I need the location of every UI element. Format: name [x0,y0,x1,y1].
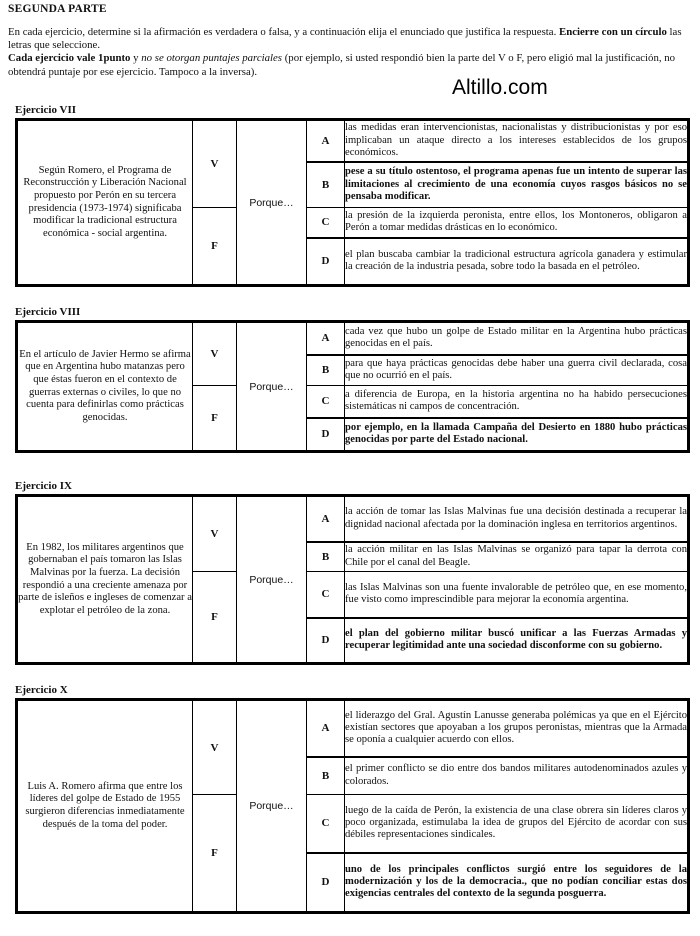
exercise-title: Ejercicio VII [15,104,76,116]
instructions [8,26,694,79]
instructions-line2-end: (por ejemplo, si usted respondió bien la parte del V o F, pero eligió mal la justificación, no obtendrá puntaje por ese ejercicio. Tampoco a la inversa). [8,52,676,78]
exercise-statement: En el artículo de Javier Hermo se afirma que en Argentina hubo matanzas pero que éstas fueron en el contexto de guerras externas o civiles, lo que no cuenta para definirlas como prácticas genocidas. [17,322,193,452]
exercise-table [15,320,690,453]
option-letter-c[interactable]: C [307,572,345,618]
option-letter-c[interactable]: C [307,795,345,853]
option-text-a: cada vez que hubo un golpe de Estado militar en la Argentina hubo prácticas genocidas en el país. [345,322,689,355]
instructions-circle-emphasis: Encierre con un círculo [559,26,667,38]
section-title: SEGUNDA PARTE [8,3,107,15]
exercise-table [15,118,690,287]
option-letter-b[interactable]: B [307,757,345,795]
porque-label: Porque… [237,322,307,452]
option-letter-b[interactable]: B [307,542,345,572]
instructions-no-partial: no se otorgan puntajes parciales [141,52,282,65]
true-option[interactable]: V [193,496,237,572]
exercise-title: Ejercicio X [15,684,68,696]
option-text-c: luego de la caída de Perón, la existencia de una clase obrera sin líderes claros y poco organizada, estimulaba la idea de grupos del Ejército de acordar con sus débiles representaciones sindicales. [345,795,689,853]
false-option[interactable]: F [193,386,237,452]
true-option[interactable]: V [193,322,237,386]
true-option[interactable]: V [193,700,237,795]
option-text-c: las Islas Malvinas son una fuente invalorable de petróleo que, en ese momento, fue visto como imprescindible para mejorar la economía argentina. [345,572,689,618]
false-option[interactable]: F [193,795,237,913]
option-text-c: a diferencia de Europa, en la historia argentina no ha habido persecuciones sistemáticas ni campos de concentración. [345,386,689,418]
instructions-connector: y [130,52,142,65]
instructions-point-value: Cada ejercicio vale 1punto [8,52,131,65]
option-letter-d[interactable]: D [307,418,345,452]
option-letter-b[interactable]: B [307,355,345,386]
true-option[interactable]: V [193,120,237,208]
exercise-table [15,698,690,914]
porque-label: Porque… [237,120,307,286]
watermark: Altillo.com [452,76,548,99]
option-letter-c[interactable]: C [307,208,345,238]
exercise-title: Ejercicio IX [15,480,72,492]
option-letter-a[interactable]: A [307,120,345,162]
porque-label: Porque… [237,700,307,913]
option-text-c: la presión de la izquierda peronista, entre ellos, los Montoneros, obligaron a Perón a tomar medidas drásticas en lo económico. [345,208,689,238]
option-letter-d[interactable]: D [307,853,345,913]
option-text-b: la acción militar en las Islas Malvinas se organizó para tapar la derrota con Chile por el canal del Beagle. [345,542,689,572]
option-letter-d[interactable]: D [307,238,345,286]
option-letter-a[interactable]: A [307,700,345,757]
option-text-a: la acción de tomar las Islas Malvinas fue una decisión destinada a recuperar la dignidad nacional afectada por la dominación inglesa en territorios argentinos. [345,496,689,542]
option-text-a: las medidas eran intervencionistas, nacionalistas y distribucionistas y por eso implicaban un ataque directo a los intereses establecidos de los grupos económicos. [345,120,689,162]
false-option[interactable]: F [193,572,237,664]
option-text-d: uno de los principales conflictos surgió entre los seguidores de la modernización y los de la democracia., que no podían conciliar estas dos exigencias centrales del contexto de la segunda posguerra. [345,853,689,913]
exercise-statement: En 1982, los militares argentinos que gobernaban el país tomaron las Islas Malvinas por la fuerza. La decisión respondió a una creciente amenaza por parte de isleños e ingleses de comenzar a explotar el petróleo de la zona. [17,496,193,664]
option-letter-d[interactable]: D [307,618,345,664]
option-text-b: para que haya prácticas genocidas debe haber una guerra civil declarada, cosa que no ocurrió en el país. [345,355,689,386]
option-text-a: el liderazgo del Gral. Agustín Lanusse generaba polémicas ya que en el Ejército existían sectores que apoyaban a los grupos peronistas, mientras que la Armada se oponía a cualquier acuerdo con ellos. [345,700,689,757]
option-text-b: pese a su título ostentoso, el programa apenas fue un intento de superar las limitaciones al crecimiento de una economía cuyos rasgos básicos no se pensaba modificar. [345,162,689,208]
option-text-d: por ejemplo, en la llamada Campaña del Desierto en 1880 hubo prácticas genocidas por parte del Estado nacional. [345,418,689,452]
option-letter-c[interactable]: C [307,386,345,418]
false-option[interactable]: F [193,208,237,286]
option-text-d: el plan buscaba cambiar la tradicional estructura agrícola ganadera y estimular la creación de la industria pesada, sobre todo la basada en el petróleo. [345,238,689,286]
exercise-statement: Según Romero, el Programa de Reconstrucción y Liberación Nacional propuesto por Perón en su tercera presidencia (1973-1974) significaba modificar la tradicional estructura económica - social argentina. [17,120,193,286]
option-text-d: el plan del gobierno militar buscó unificar a las Fuerzas Armadas y recuperar legitimidad ante una sociedad disconforme con su gobierno. [345,618,689,664]
option-text-b: el primer conflicto se dio entre dos bandos militares autodenominados azules y colorados. [345,757,689,795]
option-letter-b[interactable]: B [307,162,345,208]
option-letter-a[interactable]: A [307,322,345,355]
exercise-table [15,494,690,665]
instructions-line1-end: las letras que seleccione. [8,26,682,52]
exercise-title: Ejercicio VIII [15,306,81,318]
porque-label: Porque… [237,496,307,664]
option-letter-a[interactable]: A [307,496,345,542]
instructions-line1: En cada ejercicio, determine si la afirmación es verdadera o falsa, y a continuación elija el enunciado que justifica la respuesta. [8,26,559,38]
exercise-statement: Luis A. Romero afirma que entre los líderes del golpe de Estado de 1955 surgieron diferencias inmediatamente después de la toma del poder. [17,700,193,913]
